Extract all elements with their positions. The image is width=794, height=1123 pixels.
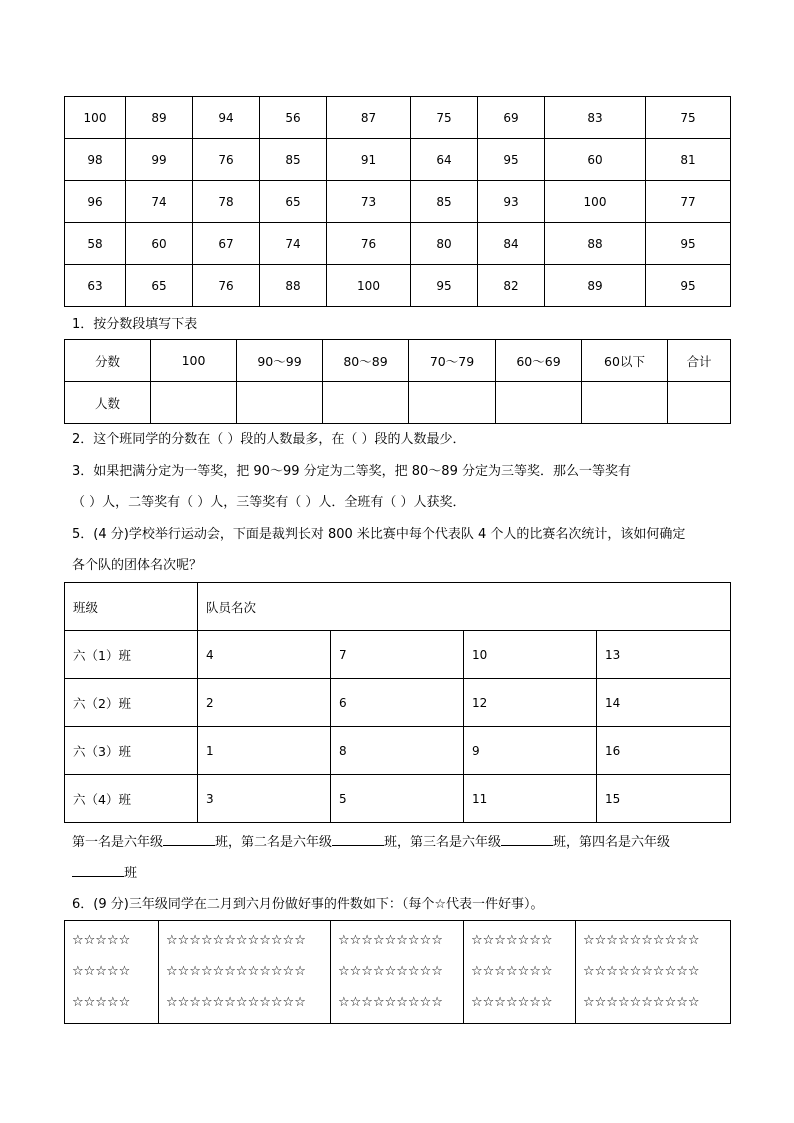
team-rank-cell: 9 xyxy=(464,727,597,775)
rank-answer-line xyxy=(72,833,670,852)
score-cell: 67 xyxy=(193,223,260,265)
team-rank-cell: 4 xyxy=(198,631,331,679)
team-header-row xyxy=(65,583,731,631)
team-rank-cell: 16 xyxy=(597,727,731,775)
score-cell: 69 xyxy=(478,97,545,139)
score-cell: 65 xyxy=(260,181,327,223)
score-cell: 98 xyxy=(65,139,126,181)
scores-table xyxy=(64,96,731,307)
team-rank-cell: 7 xyxy=(331,631,464,679)
question-3-line2: （ ）人，二等奖有（ ）人，三等奖有（ ）人．全班有（ ）人获奖． xyxy=(72,495,466,510)
segment-count-cell[interactable] xyxy=(668,382,731,424)
stars-line: ☆☆☆☆☆☆☆ xyxy=(471,995,553,1010)
score-cell: 84 xyxy=(478,223,545,265)
stars-line: ☆☆☆☆☆☆☆☆☆☆ xyxy=(583,964,700,979)
scores-row xyxy=(65,97,731,139)
scores-row xyxy=(65,181,731,223)
score-cell: 100 xyxy=(327,265,411,307)
segment-count-cell[interactable] xyxy=(409,382,496,424)
team-header-class: 班级 xyxy=(65,583,198,631)
score-cell: 75 xyxy=(646,97,731,139)
score-cell: 95 xyxy=(478,139,545,181)
score-cell: 73 xyxy=(327,181,411,223)
score-cell: 95 xyxy=(646,223,731,265)
score-cell: 60 xyxy=(545,139,646,181)
team-rank-cell: 5 xyxy=(331,775,464,823)
score-cell: 89 xyxy=(126,97,193,139)
team-rank-cell: 6 xyxy=(331,679,464,727)
stars-table xyxy=(64,920,731,1024)
score-cell: 78 xyxy=(193,181,260,223)
score-cell: 94 xyxy=(193,97,260,139)
score-cell: 60 xyxy=(126,223,193,265)
score-cell: 77 xyxy=(646,181,731,223)
team-class-name: 六（1）班 xyxy=(65,631,198,679)
segment-count-cell[interactable] xyxy=(582,382,668,424)
team-rank-cell: 12 xyxy=(464,679,597,727)
team-row xyxy=(65,679,731,727)
segment-count-cell[interactable] xyxy=(496,382,582,424)
team-class-name: 六（2）班 xyxy=(65,679,198,727)
stars-line: ☆☆☆☆☆☆☆☆☆☆☆☆ xyxy=(166,964,306,979)
question-5-line2: 各个队的团体名次呢？ xyxy=(72,558,203,573)
rank-text-4: 班，第四名是六年级 xyxy=(553,835,671,850)
scores-row xyxy=(65,223,731,265)
segment-header-cell: 100 xyxy=(151,340,237,382)
segment-row-label: 人数 xyxy=(65,382,151,424)
stars-line: ☆☆☆☆☆☆☆☆☆☆☆☆ xyxy=(166,933,306,948)
score-cell: 64 xyxy=(411,139,478,181)
team-rank-cell: 11 xyxy=(464,775,597,823)
team-row xyxy=(65,727,731,775)
stars-month-cell xyxy=(159,921,331,1024)
score-cell: 74 xyxy=(260,223,327,265)
segment-count-cell[interactable] xyxy=(151,382,237,424)
stars-month-cell xyxy=(576,921,731,1024)
scores-row xyxy=(65,265,731,307)
score-cell: 96 xyxy=(65,181,126,223)
answer-blank-1[interactable] xyxy=(163,833,215,846)
score-cell: 75 xyxy=(411,97,478,139)
stars-line: ☆☆☆☆☆☆☆☆☆ xyxy=(338,964,443,979)
stars-line: ☆☆☆☆☆☆☆☆☆☆ xyxy=(583,995,700,1010)
score-cell: 88 xyxy=(260,265,327,307)
score-cell: 76 xyxy=(193,265,260,307)
stars-line: ☆☆☆☆☆☆☆☆☆ xyxy=(338,933,443,948)
question-5-line1: 5．(4 分)学校举行运动会，下面是裁判长对 800 米比赛中每个代表队 4 个人的比赛名次统计，该如何确定 xyxy=(72,527,686,542)
score-cell: 99 xyxy=(126,139,193,181)
question-2: 2．这个班同学的分数在（ ）段的人数最多，在（ ）段的人数最少． xyxy=(72,432,466,447)
rank-text-1: 第一名是六年级 xyxy=(72,835,164,850)
stars-month-cell xyxy=(464,921,576,1024)
segment-count-cell[interactable] xyxy=(237,382,323,424)
score-cell: 100 xyxy=(545,181,646,223)
score-cell: 81 xyxy=(646,139,731,181)
score-cell: 88 xyxy=(545,223,646,265)
rank-text-2: 班，第二名是六年级 xyxy=(215,835,333,850)
stars-line: ☆☆☆☆☆☆☆☆☆☆☆☆ xyxy=(166,995,306,1010)
team-rank-table xyxy=(64,582,731,823)
segment-header-cell: 90～99 xyxy=(237,340,323,382)
stars-month-cell xyxy=(65,921,159,1024)
stars-line: ☆☆☆☆☆☆☆☆☆☆ xyxy=(583,933,700,948)
answer-blank-2[interactable] xyxy=(332,833,384,846)
score-cell: 58 xyxy=(65,223,126,265)
stars-line: ☆☆☆☆☆☆☆ xyxy=(471,964,553,979)
score-cell: 85 xyxy=(260,139,327,181)
answer-blank-3[interactable] xyxy=(501,833,553,846)
score-cell: 85 xyxy=(411,181,478,223)
stars-line: ☆☆☆☆☆ xyxy=(72,964,131,979)
stars-line: ☆☆☆☆☆☆☆☆☆ xyxy=(338,995,443,1010)
segment-header-cell: 60～69 xyxy=(496,340,582,382)
segment-count-cell[interactable] xyxy=(323,382,409,424)
team-class-name: 六（4）班 xyxy=(65,775,198,823)
question-1: 1．按分数段填写下表 xyxy=(72,317,198,332)
score-cell: 100 xyxy=(65,97,126,139)
team-rank-cell: 2 xyxy=(198,679,331,727)
segment-header-cell: 80～89 xyxy=(323,340,409,382)
team-row xyxy=(65,775,731,823)
score-cell: 82 xyxy=(478,265,545,307)
score-cell: 63 xyxy=(65,265,126,307)
team-rank-cell: 14 xyxy=(597,679,731,727)
score-cell: 65 xyxy=(126,265,193,307)
question-6: 6．(9 分)三年级同学在二月到六月份做好事的件数如下：（每个☆代表一件好事）。 xyxy=(72,897,544,912)
stars-line: ☆☆☆☆☆☆☆ xyxy=(471,933,553,948)
score-cell: 56 xyxy=(260,97,327,139)
score-cell: 89 xyxy=(545,265,646,307)
team-class-name: 六（3）班 xyxy=(65,727,198,775)
score-cell: 83 xyxy=(545,97,646,139)
team-rank-cell: 8 xyxy=(331,727,464,775)
scores-row xyxy=(65,139,731,181)
team-header-rank: 队员名次 xyxy=(198,583,731,631)
segment-header-cell: 60以下 xyxy=(582,340,668,382)
score-cell: 80 xyxy=(411,223,478,265)
stars-line: ☆☆☆☆☆ xyxy=(72,995,131,1010)
team-rank-cell: 10 xyxy=(464,631,597,679)
team-rank-cell: 15 xyxy=(597,775,731,823)
score-cell: 95 xyxy=(411,265,478,307)
stars-month-cell xyxy=(331,921,464,1024)
score-cell: 93 xyxy=(478,181,545,223)
team-rank-cell: 13 xyxy=(597,631,731,679)
score-cell: 76 xyxy=(327,223,411,265)
score-cell: 91 xyxy=(327,139,411,181)
stars-line: ☆☆☆☆☆ xyxy=(72,933,131,948)
answer-blank-4[interactable] xyxy=(72,864,124,877)
score-cell: 87 xyxy=(327,97,411,139)
team-rank-cell: 3 xyxy=(198,775,331,823)
team-row xyxy=(65,631,731,679)
rank-answer-line-2 xyxy=(72,864,137,883)
segment-header-cell: 分数 xyxy=(65,340,151,382)
score-cell: 74 xyxy=(126,181,193,223)
rank-text-3: 班，第三名是六年级 xyxy=(384,835,502,850)
score-cell: 95 xyxy=(646,265,731,307)
score-cell: 76 xyxy=(193,139,260,181)
segment-header-cell: 70～79 xyxy=(409,340,496,382)
rank-text-5: 班 xyxy=(124,866,138,881)
question-3-line1: 3．如果把满分定为一等奖，把 90～99 分定为二等奖，把 80～89 分定为三等奖．那么一等奖有 xyxy=(72,464,631,479)
segment-header-cell: 合计 xyxy=(668,340,731,382)
team-rank-cell: 1 xyxy=(198,727,331,775)
segment-table xyxy=(64,339,731,424)
